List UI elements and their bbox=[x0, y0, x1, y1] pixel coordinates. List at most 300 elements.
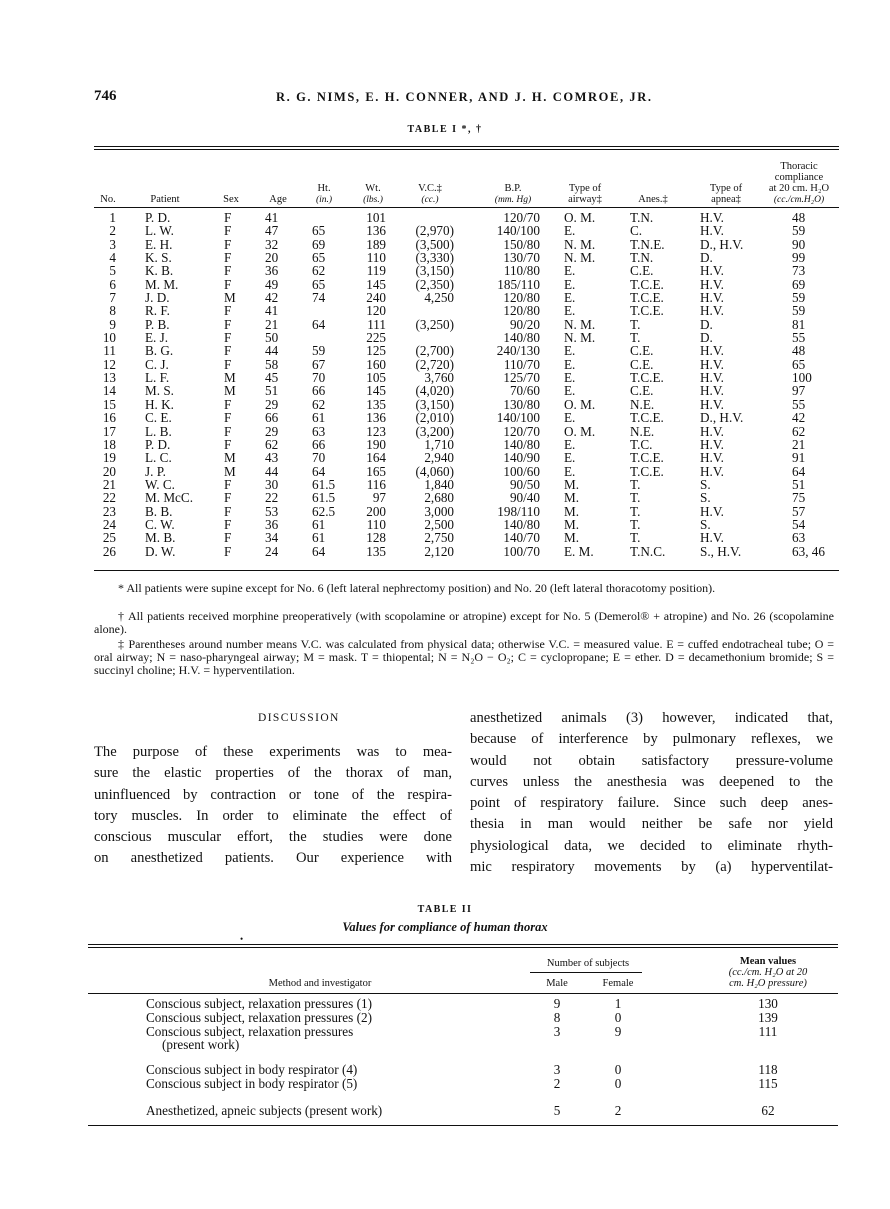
cell-wt: 145 bbox=[366, 383, 386, 399]
cell-anes: C.E. bbox=[630, 356, 654, 372]
cell-sex: F bbox=[224, 476, 232, 492]
cell-bp: 140/100 bbox=[496, 410, 540, 426]
column-airway bbox=[564, 211, 595, 558]
cell-apnea: S. bbox=[700, 476, 711, 492]
column-sex bbox=[224, 211, 236, 558]
footnote-star: * All patients were supine except for No. 6 (left lateral nephrectomy position) and No. 20 (left lateral thoracotomy position). bbox=[118, 581, 716, 595]
cell-bp: 140/80 bbox=[503, 330, 540, 346]
cell-apnea: H.V. bbox=[700, 343, 724, 359]
table2-cell-mean: 130 bbox=[758, 996, 778, 1011]
cell-sex: F bbox=[224, 316, 232, 332]
cell-apnea: H.V. bbox=[700, 450, 724, 466]
column-bp bbox=[478, 211, 540, 558]
cell-bp: 140/90 bbox=[503, 450, 540, 466]
cell-sex: F bbox=[224, 436, 232, 452]
cell-wt: 135 bbox=[366, 543, 386, 559]
cell-ht: 61 bbox=[312, 530, 326, 546]
cell-apnea: H.V. bbox=[700, 530, 724, 546]
column-apnea bbox=[700, 211, 743, 558]
cell-compliance: 62 bbox=[792, 423, 806, 439]
cell-patient: E. H. bbox=[145, 236, 173, 252]
cell-anes: T.N.E. bbox=[630, 236, 665, 252]
cell-apnea: H.V. bbox=[700, 210, 724, 225]
cell-sex: F bbox=[224, 343, 232, 359]
cell-sex: M bbox=[224, 450, 236, 466]
cell-anes: T.N.C. bbox=[630, 543, 666, 559]
cell-patient: L. B. bbox=[145, 423, 172, 439]
cell-vc: 3,760 bbox=[424, 370, 454, 386]
cell-wt: 128 bbox=[366, 530, 386, 546]
cell-anes: T. bbox=[630, 503, 641, 519]
table2-cell-female: 0 bbox=[614, 1010, 622, 1025]
header-female: Female bbox=[602, 978, 634, 989]
column-compliance bbox=[792, 211, 825, 558]
cell-wt: 110 bbox=[366, 250, 386, 266]
cell-apnea: D. bbox=[700, 250, 713, 266]
cell-patient: M. McC. bbox=[145, 490, 193, 506]
cell-patient: L. F. bbox=[145, 370, 170, 386]
table2-cell-female: 9 bbox=[614, 1024, 622, 1039]
cell-bp: 120/80 bbox=[503, 290, 540, 306]
cell-sex: F bbox=[224, 410, 232, 426]
cell-apnea: H.V. bbox=[700, 290, 724, 306]
cell-apnea: H.V. bbox=[700, 263, 724, 279]
text-line: uninfluenced by contraction or tone of the respira- bbox=[94, 786, 452, 803]
column-ht bbox=[312, 211, 335, 558]
cell-sex: F bbox=[224, 356, 232, 372]
header-male: Male bbox=[546, 978, 568, 989]
cell-age: 44 bbox=[265, 343, 279, 359]
cell-ht: 61 bbox=[312, 410, 326, 426]
cell-no: 17 bbox=[102, 423, 116, 439]
cell-bp: 70/60 bbox=[509, 383, 540, 399]
cell-compliance: 55 bbox=[792, 396, 806, 412]
column-wt bbox=[356, 211, 386, 558]
cell-patient: M. M. bbox=[145, 276, 179, 292]
cell-ht: 66 bbox=[312, 436, 326, 452]
table2-top-rule-2 bbox=[88, 947, 838, 948]
cell-age: 42 bbox=[265, 290, 279, 306]
cell-wt: 164 bbox=[366, 450, 386, 466]
cell-no: 19 bbox=[102, 450, 116, 466]
cell-wt: 189 bbox=[366, 236, 386, 252]
cell-no: 20 bbox=[102, 463, 116, 479]
table2-cell-mean: 62 bbox=[761, 1103, 775, 1118]
cell-patient: D. W. bbox=[145, 543, 176, 559]
cell-age: 32 bbox=[265, 236, 279, 252]
cell-wt: 145 bbox=[366, 276, 386, 292]
cell-ht: 70 bbox=[312, 450, 326, 466]
cell-anes: T. bbox=[630, 330, 641, 346]
cell-apnea: H.V. bbox=[700, 223, 724, 239]
cell-apnea: H.V. bbox=[700, 436, 724, 452]
cell-airway: M. bbox=[564, 490, 580, 506]
table2-subtitle: Values for compliance of human thorax bbox=[342, 920, 548, 934]
cell-vc: 2,680 bbox=[424, 490, 454, 506]
text-line: point of respiratory failure. Since such deep anes- bbox=[470, 795, 833, 812]
cell-wt: 135 bbox=[366, 396, 386, 412]
cell-vc: (2,970) bbox=[415, 223, 454, 239]
cell-no: 3 bbox=[109, 236, 116, 252]
text-line: conscious muscular effort, the studies were done bbox=[94, 829, 452, 846]
text-line: tory muscles. In order to eliminate the effect of bbox=[94, 807, 452, 824]
table2-cell-method: Conscious subject, relaxation pressures bbox=[146, 1024, 354, 1039]
cell-compliance: 90 bbox=[792, 236, 806, 252]
cell-apnea: H.V. bbox=[700, 396, 724, 412]
cell-age: 58 bbox=[265, 356, 279, 372]
cell-ht: 62.5 bbox=[312, 503, 336, 519]
discussion-left-column bbox=[94, 742, 452, 870]
cell-patient: J. D. bbox=[145, 290, 170, 306]
table2-cell-mean: 139 bbox=[758, 1010, 778, 1025]
cell-patient: L. W. bbox=[145, 223, 174, 239]
cell-anes: T.C.E. bbox=[630, 450, 664, 466]
cell-wt: 136 bbox=[366, 410, 386, 426]
cell-vc: 1,840 bbox=[424, 476, 454, 492]
cell-compliance: 59 bbox=[792, 223, 806, 239]
cell-patient: W. C. bbox=[145, 476, 175, 492]
table2-cell-method: Conscious subject in body respirator (5) bbox=[146, 1076, 358, 1091]
footnote-double-dagger: ‡ Parentheses around number means V.C. was calculated from physical data; otherwise V.C. = measured value. E = cuffed endotracheal tube; O = oral airway; N = naso-pharyngeal airway; M = mask. T = thiopental; N = N₂O − O₂; C = cyclopropane; E = ether. D = decamethonium bromide; S = succinyl choline; H.V. = hyperventilation. bbox=[94, 637, 834, 677]
cell-no: 15 bbox=[102, 396, 116, 412]
cell-no: 1 bbox=[109, 210, 116, 225]
cell-sex: M bbox=[224, 383, 236, 399]
cell-apnea: H.V. bbox=[700, 423, 724, 439]
cell-compliance: 63 bbox=[792, 530, 806, 546]
table2-cell-method: Conscious subject in body respirator (4) bbox=[146, 1062, 358, 1077]
cell-anes: T. bbox=[630, 516, 641, 532]
cell-compliance: 59 bbox=[792, 303, 806, 319]
cell-ht bbox=[312, 211, 335, 224]
table2-cell-male: 8 bbox=[553, 1010, 561, 1025]
table2-cell-mean: 115 bbox=[758, 1076, 778, 1091]
cell-ht: 65 bbox=[312, 276, 326, 292]
cell-age: 44 bbox=[265, 463, 279, 479]
cell-age: 51 bbox=[265, 383, 279, 399]
cell-anes: C. bbox=[630, 223, 643, 239]
table2-cell-method: Conscious subject, relaxation pressures (1) bbox=[146, 996, 372, 1011]
cell-apnea: S. bbox=[700, 490, 711, 506]
table2-cell-female: 0 bbox=[614, 1062, 622, 1077]
cell-apnea: H.V. bbox=[700, 463, 724, 479]
cell-compliance: 63, 46 bbox=[792, 543, 825, 559]
table2-cell-male: 5 bbox=[553, 1103, 561, 1118]
cell-patient: C. E. bbox=[145, 410, 172, 426]
cell-anes: T.C.E. bbox=[630, 303, 664, 319]
cell-vc: (2,720) bbox=[415, 356, 454, 372]
cell-patient: B. B. bbox=[145, 503, 173, 519]
cell-sex: M bbox=[224, 290, 236, 306]
table2-cell-method: Anesthetized, apneic subjects (present work) bbox=[146, 1103, 383, 1118]
cell-patient: M. S. bbox=[145, 383, 174, 399]
cell-patient: K. B. bbox=[145, 263, 174, 279]
cell-airway: E. bbox=[564, 370, 576, 386]
column-age bbox=[265, 211, 278, 558]
cell-vc: 2,750 bbox=[424, 530, 454, 546]
table2-cell-method_2: (present work) bbox=[162, 1037, 240, 1052]
cell-no: 4 bbox=[109, 250, 116, 266]
cell-sex: F bbox=[224, 223, 232, 239]
cell-compliance: 42 bbox=[792, 410, 806, 426]
column-vc bbox=[398, 211, 454, 558]
cell-no: 9 bbox=[109, 316, 116, 332]
cell-sex: F bbox=[224, 250, 232, 266]
header-sex: Sex bbox=[223, 194, 239, 205]
cell-apnea: H.V. bbox=[700, 370, 724, 386]
cell-patient: P. D. bbox=[145, 210, 171, 225]
table1-bottom-rule bbox=[94, 570, 839, 571]
cell-compliance: 99 bbox=[792, 250, 806, 266]
cell-no: 16 bbox=[102, 410, 116, 426]
cell-apnea: S. bbox=[700, 516, 711, 532]
cell-no: 2 bbox=[109, 223, 116, 239]
cell-bp: 100/60 bbox=[503, 463, 540, 479]
header-age: Age bbox=[269, 194, 287, 205]
cell-ht: 65 bbox=[312, 223, 326, 239]
cell-airway: E. bbox=[564, 303, 576, 319]
cell-sex: M bbox=[224, 463, 236, 479]
cell-apnea: D. bbox=[700, 330, 713, 346]
cell-sex: F bbox=[224, 276, 232, 292]
cell-wt: 123 bbox=[366, 423, 386, 439]
page-number: 746 bbox=[94, 88, 117, 104]
cell-airway: E. bbox=[564, 356, 576, 372]
cell-no: 14 bbox=[102, 383, 116, 399]
stray-dot: • bbox=[240, 934, 244, 944]
cell-anes: T.N. bbox=[630, 250, 654, 266]
cell-patient: E. J. bbox=[145, 330, 169, 346]
cell-ht: 70 bbox=[312, 370, 326, 386]
cell-compliance: 64 bbox=[792, 463, 806, 479]
cell-patient: C. J. bbox=[145, 356, 169, 372]
cell-sex: F bbox=[224, 330, 232, 346]
cell-anes: C.E. bbox=[630, 383, 654, 399]
cell-compliance: 51 bbox=[792, 476, 806, 492]
cell-airway: E. bbox=[564, 410, 576, 426]
header-method: Method and investigator bbox=[268, 978, 372, 989]
text-line: The purpose of these experiments was to mea- bbox=[94, 744, 452, 760]
cell-bp: 130/80 bbox=[503, 396, 540, 412]
cell-compliance: 65 bbox=[792, 356, 806, 372]
table2-cell-female: 1 bbox=[614, 996, 622, 1011]
cell-patient: C. W. bbox=[145, 516, 175, 532]
cell-wt: 111 bbox=[367, 316, 386, 332]
cell-wt: 125 bbox=[366, 343, 386, 359]
cell-bp: 120/70 bbox=[503, 423, 540, 439]
column-patient bbox=[145, 211, 193, 558]
cell-patient: P. D. bbox=[145, 436, 171, 452]
cell-age: 22 bbox=[265, 490, 279, 506]
cell-wt: 160 bbox=[366, 356, 386, 372]
header-mean-values: Mean values (cc./cm. H₂O at 20 cm. H₂O pressure) bbox=[728, 956, 808, 989]
cell-airway: E. bbox=[564, 436, 576, 452]
cell-airway: M. bbox=[564, 516, 580, 532]
cell-compliance: 48 bbox=[792, 210, 806, 225]
cell-bp: 110/80 bbox=[503, 263, 540, 279]
cell-age: 45 bbox=[265, 370, 279, 386]
cell-wt: 120 bbox=[366, 303, 386, 319]
cell-vc bbox=[398, 211, 454, 224]
cell-bp: 90/50 bbox=[509, 476, 540, 492]
cell-airway: M. bbox=[564, 503, 580, 519]
cell-compliance: 21 bbox=[792, 436, 806, 452]
cell-compliance: 75 bbox=[792, 490, 806, 506]
text-line: sure the elastic properties of the thorax of man, bbox=[94, 765, 452, 782]
cell-no: 7 bbox=[109, 290, 116, 306]
cell-anes: C.E. bbox=[630, 263, 654, 279]
cell-apnea: S., H.V. bbox=[700, 543, 742, 559]
cell-vc: (3,330) bbox=[415, 250, 454, 266]
cell-no: 26 bbox=[102, 543, 116, 559]
cell-age: 29 bbox=[265, 396, 279, 412]
header-ht: Ht. (in.) bbox=[315, 183, 333, 205]
cell-compliance: 81 bbox=[792, 316, 806, 332]
cell-ht: 74 bbox=[312, 290, 326, 306]
cell-apnea: H.V. bbox=[700, 276, 724, 292]
running-head: R. G. NIMS, E. H. CONNER, AND J. H. COMROE, JR. bbox=[276, 90, 653, 104]
cell-apnea: H.V. bbox=[700, 356, 724, 372]
cell-ht: 61.5 bbox=[312, 490, 336, 506]
cell-patient: L. C. bbox=[145, 450, 172, 466]
cell-ht: 69 bbox=[312, 236, 326, 252]
column-no bbox=[94, 211, 116, 558]
cell-age: 62 bbox=[265, 436, 279, 452]
cell-airway: N. M. bbox=[564, 330, 596, 346]
cell-sex: F bbox=[224, 210, 232, 225]
cell-ht: 67 bbox=[312, 356, 326, 372]
cell-no: 8 bbox=[109, 303, 116, 319]
cell-wt: 119 bbox=[366, 263, 386, 279]
cell-patient: R. F. bbox=[145, 303, 170, 319]
cell-sex: M bbox=[224, 370, 236, 386]
cell-bp: 110/70 bbox=[503, 356, 540, 372]
cell-age: 49 bbox=[265, 276, 279, 292]
cell-sex: F bbox=[224, 490, 232, 506]
cell-sex: F bbox=[224, 303, 232, 319]
cell-vc: (2,350) bbox=[415, 276, 454, 292]
cell-age: 66 bbox=[265, 410, 279, 426]
cell-compliance: 91 bbox=[792, 450, 806, 466]
table1-top-rule-2 bbox=[94, 149, 839, 150]
cell-airway: E. bbox=[564, 276, 576, 292]
cell-compliance: 69 bbox=[792, 276, 806, 292]
header-no: No. bbox=[100, 194, 116, 205]
cell-anes: T. bbox=[630, 476, 641, 492]
cell-compliance: 100 bbox=[792, 370, 812, 386]
cell-age: 50 bbox=[265, 330, 279, 346]
table2-cell-male: 9 bbox=[553, 996, 561, 1011]
cell-ht bbox=[312, 331, 335, 344]
cell-no: 12 bbox=[102, 356, 116, 372]
cell-age: 29 bbox=[265, 423, 279, 439]
table1-top-rule bbox=[94, 146, 839, 147]
cell-no: 21 bbox=[102, 476, 116, 492]
cell-sex: F bbox=[224, 263, 232, 279]
cell-age: 41 bbox=[265, 303, 279, 319]
cell-no: 18 bbox=[102, 436, 116, 452]
cell-age: 41 bbox=[265, 210, 279, 225]
cell-bp: 150/80 bbox=[503, 236, 540, 252]
table2-bottom-rule bbox=[88, 1125, 838, 1126]
cell-sex: F bbox=[224, 543, 232, 559]
cell-apnea: H.V. bbox=[700, 383, 724, 399]
cell-patient: H. K. bbox=[145, 396, 174, 412]
cell-age: 43 bbox=[265, 450, 279, 466]
cell-airway: E. bbox=[564, 343, 576, 359]
table2-cell-mean: 111 bbox=[758, 1024, 778, 1039]
cell-ht: 62 bbox=[312, 263, 326, 279]
cell-wt: 97 bbox=[372, 490, 386, 506]
cell-sex: F bbox=[224, 236, 232, 252]
cell-vc: (2,010) bbox=[415, 410, 454, 426]
table2-cell-male: 3 bbox=[553, 1062, 561, 1077]
cell-patient: K. S. bbox=[145, 250, 172, 266]
cell-age: 21 bbox=[265, 316, 279, 332]
text-line: physiological data, we decided to eliminate rhyth- bbox=[470, 837, 833, 854]
header-anes: Anes.‡ bbox=[638, 194, 668, 205]
discussion-heading: DISCUSSION bbox=[258, 712, 340, 724]
cell-no: 6 bbox=[109, 276, 116, 292]
cell-bp: 120/70 bbox=[503, 210, 540, 225]
cell-airway: O. M. bbox=[564, 396, 596, 412]
cell-age: 36 bbox=[265, 516, 279, 532]
text-line: anesthetized animals (3) however, indicated that, bbox=[470, 710, 833, 726]
header-airway: Type of airway‡ bbox=[568, 183, 602, 205]
cell-ht: 63 bbox=[312, 423, 326, 439]
cell-sex: F bbox=[224, 423, 232, 439]
cell-apnea: D., H.V. bbox=[700, 236, 744, 252]
cell-patient: P. B. bbox=[145, 316, 170, 332]
cell-no: 23 bbox=[102, 503, 116, 519]
cell-vc: (2,700) bbox=[415, 343, 454, 359]
cell-bp: 185/110 bbox=[497, 276, 540, 292]
cell-ht bbox=[312, 304, 335, 317]
cell-wt: 225 bbox=[366, 330, 386, 346]
cell-anes: T. bbox=[630, 490, 641, 506]
cell-airway: N. M. bbox=[564, 250, 596, 266]
cell-no: 24 bbox=[102, 516, 116, 532]
cell-wt: 136 bbox=[366, 223, 386, 239]
subjects-underline bbox=[530, 972, 642, 973]
cell-apnea: H.V. bbox=[700, 303, 724, 319]
cell-anes: T. bbox=[630, 530, 641, 546]
cell-airway: M. bbox=[564, 530, 580, 546]
cell-sex: F bbox=[224, 396, 232, 412]
cell-vc: (3,200) bbox=[415, 423, 454, 439]
cell-compliance: 97 bbox=[792, 383, 806, 399]
cell-bp: 130/70 bbox=[503, 250, 540, 266]
header-vc: V.C.‡ (cc.) bbox=[418, 183, 442, 205]
cell-bp: 100/70 bbox=[503, 543, 540, 559]
cell-anes: T.C.E. bbox=[630, 410, 664, 426]
cell-sex: F bbox=[224, 503, 232, 519]
text-line: mic respiratory movements by (a) hyperventilat- bbox=[470, 859, 833, 876]
cell-airway: M. bbox=[564, 476, 580, 492]
cell-bp: 90/40 bbox=[509, 490, 540, 506]
cell-ht: 59 bbox=[312, 343, 326, 359]
text-line: because of interference by pulmonary reflexes, we bbox=[470, 731, 833, 748]
cell-vc: 3,000 bbox=[424, 503, 454, 519]
cell-vc: (3,150) bbox=[415, 396, 454, 412]
cell-airway: E. bbox=[564, 263, 576, 279]
cell-anes: T.N. bbox=[630, 210, 654, 225]
cell-no: 10 bbox=[102, 330, 116, 346]
cell-apnea: D., H.V. bbox=[700, 410, 744, 426]
cell-vc: (3,250) bbox=[415, 316, 454, 332]
table2-cell-female: 2 bbox=[614, 1103, 622, 1118]
cell-airway: E. bbox=[564, 383, 576, 399]
cell-airway: E. bbox=[564, 463, 576, 479]
